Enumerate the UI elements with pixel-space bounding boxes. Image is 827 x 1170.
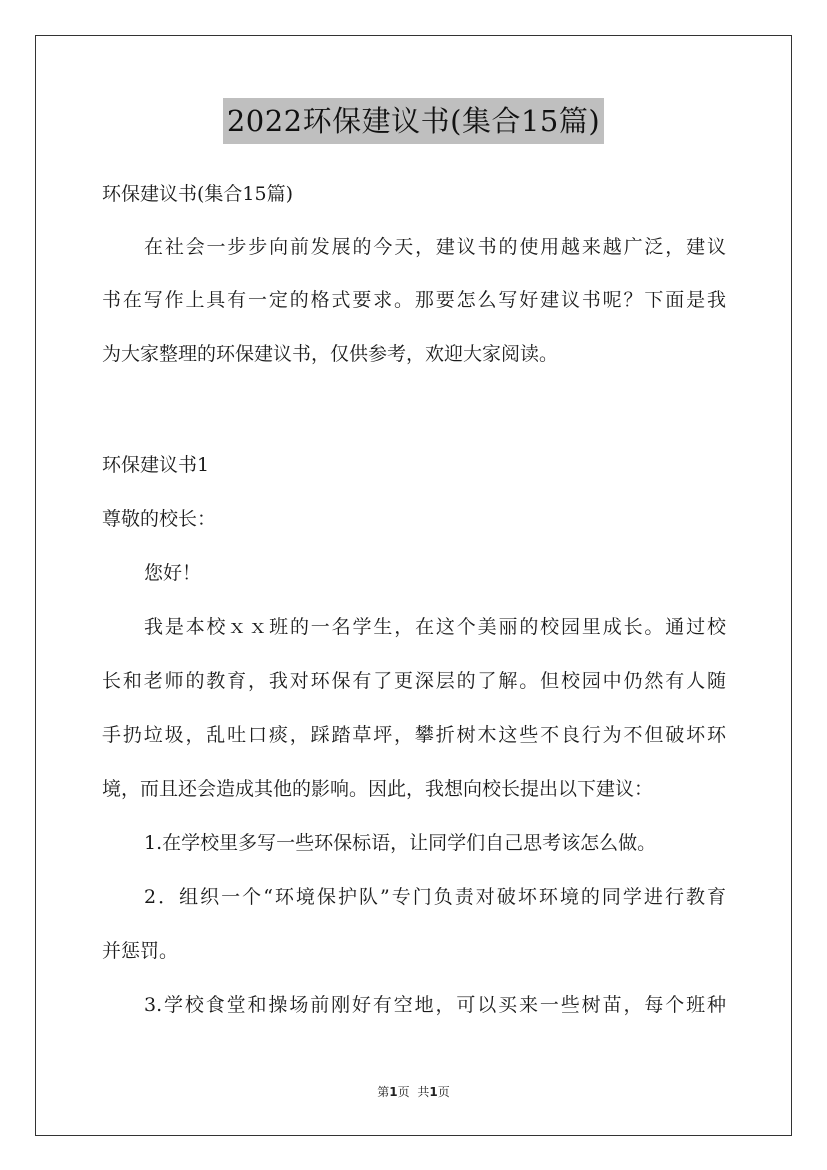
body-line-4: 境，而且还会造成其他的影响。因此，我想向校长提出以下建议： xyxy=(102,778,654,800)
salutation: 尊敬的校长： xyxy=(102,508,217,530)
suggestion-2-line-2: 并惩罚。 xyxy=(102,940,179,962)
footer-page-prefix: 第 xyxy=(377,1085,390,1099)
footer-page-suffix: 页 xyxy=(397,1085,410,1099)
page-footer xyxy=(0,1083,827,1101)
footer-total-number: 1 xyxy=(429,1085,438,1099)
greeting: 您好！ xyxy=(144,562,202,584)
suggestion-2-line-1: 2．组织一个“环境保护队”专门负责对破坏环境的同学进行教育 xyxy=(144,886,726,908)
body-line-2: 长和老师的教育，我对环保有了更深层的了解。但校园中仍然有人随 xyxy=(102,670,726,692)
document-subtitle: 环保建议书(集合15篇) xyxy=(102,183,294,205)
footer-page-number: 1 xyxy=(389,1085,398,1099)
section-heading: 环保建议书1 xyxy=(102,454,210,476)
suggestion-3-line-1: 3.学校食堂和操场前刚好有空地，可以买来一些树苗，每个班种 xyxy=(144,994,726,1016)
footer-total-prefix: 共 xyxy=(417,1085,430,1099)
intro-line-2: 书在写作上具有一定的格式要求。那要怎么写好建议书呢？下面是我 xyxy=(102,289,726,311)
body-line-3: 手扔垃圾，乱吐口痰，踩踏草坪，攀折树木这些不良行为不但破坏环 xyxy=(102,724,726,746)
title-container xyxy=(0,98,827,144)
footer-total-suffix: 页 xyxy=(437,1085,450,1099)
document-title: 2022环保建议书(集合15篇) xyxy=(223,98,604,144)
intro-line-3: 为大家整理的环保建议书，仅供参考，欢迎大家阅读。 xyxy=(102,343,559,365)
intro-line-1: 在社会一步步向前发展的今天，建议书的使用越来越广泛，建议 xyxy=(144,236,726,258)
body-line-1: 我是本校ｘｘ班的一名学生，在这个美丽的校园里成长。通过校 xyxy=(144,616,726,638)
suggestion-1: 1.在学校里多写一些环保标语，让同学们自己思考该怎么做。 xyxy=(144,832,657,854)
